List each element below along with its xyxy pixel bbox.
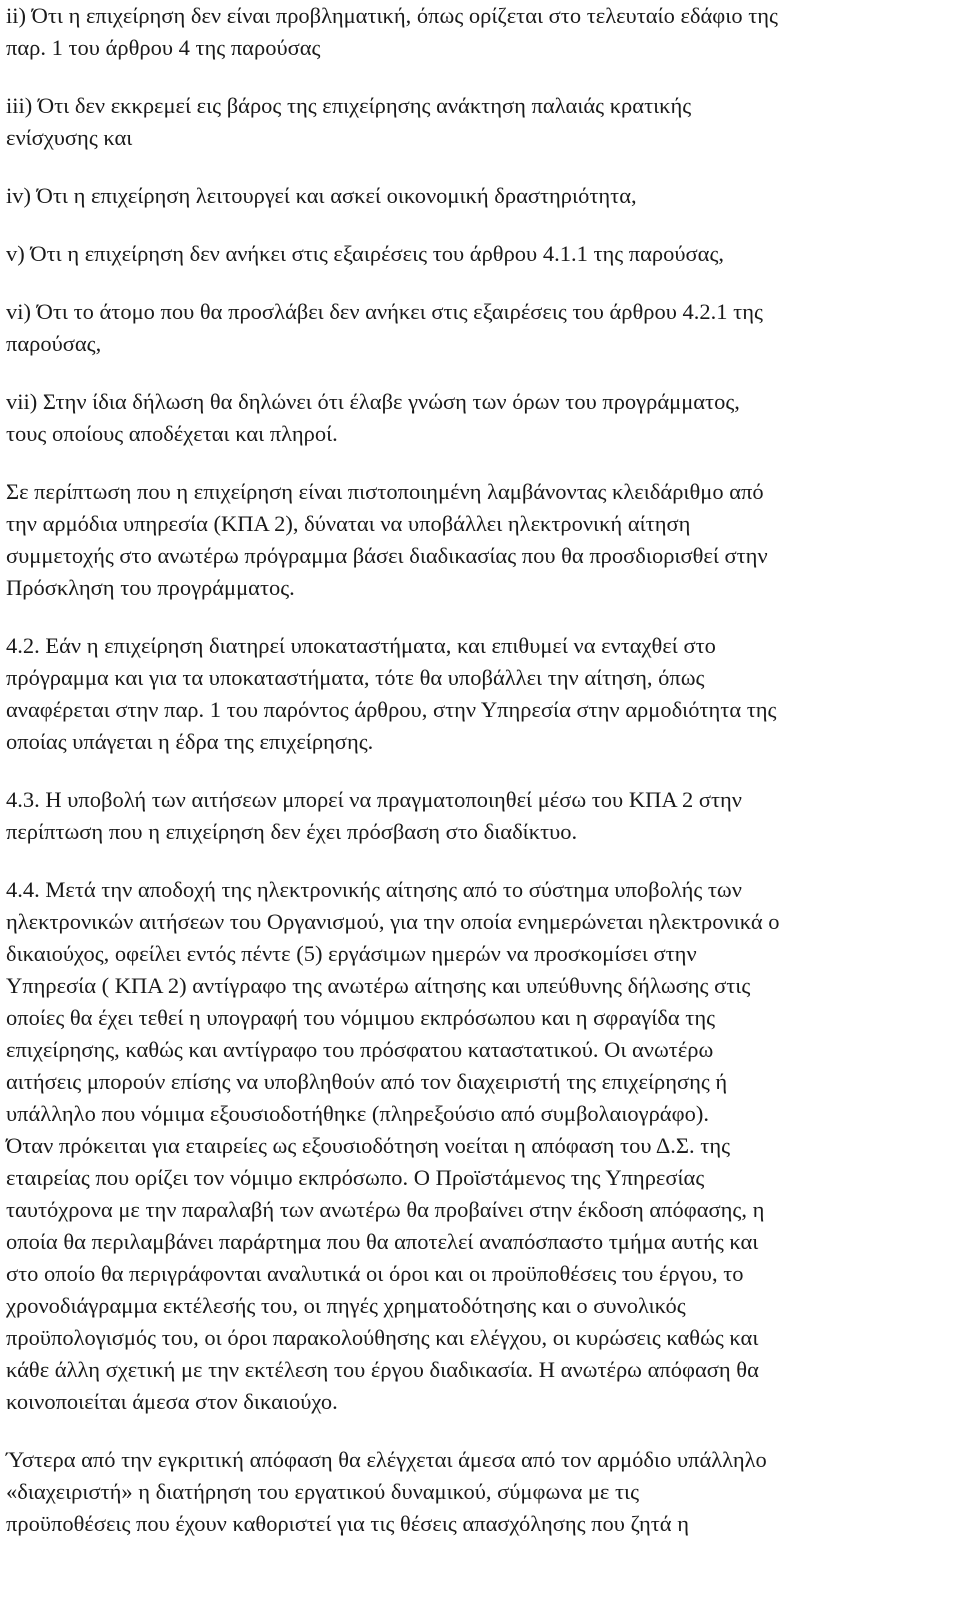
- text-line: επιχείρησης, καθώς και αντίγραφο του πρόσφατου καταστατικού. Οι ανωτέρω: [6, 1037, 714, 1062]
- text-line: πρόγραμμα και για τα υποκαταστήματα, τότε θα υποβάλλει την αίτηση, όπως: [6, 665, 705, 690]
- text-line: περίπτωση που η επιχείρηση δεν έχει πρόσβαση στο διαδίκτυο.: [6, 819, 578, 844]
- text-line: vi) Ότι το άτομο που θα προσλάβει δεν ανήκει στις εξαιρέσεις του άρθρου 4.2.1 της: [6, 299, 763, 324]
- article-4-3: [6, 784, 950, 848]
- article-4-4: [6, 874, 950, 1418]
- text-line: 4.4. Μετά την αποδοχή της ηλεκτρονικής αίτησης από το σύστημα υποβολής των: [6, 877, 742, 902]
- text-line: Ύστερα από την εγκριτική απόφαση θα ελέγχεται άμεσα από τον αρμόδιο υπάλληλο: [6, 1447, 767, 1472]
- certified-enterprise-paragraph: [6, 476, 950, 604]
- text-line: «διαχειριστή» η διατήρηση του εργατικού δυναμικού, σύμφωνα με τις: [6, 1479, 640, 1504]
- text-line: 4.2. Εάν η επιχείρηση διατηρεί υποκαταστήματα, και επιθυμεί να ενταχθεί στο: [6, 633, 716, 658]
- condition-iv: [6, 180, 950, 212]
- text-line: οποίας υπάγεται η έδρα της επιχείρησης.: [6, 729, 374, 754]
- text-line: ενίσχυσης και: [6, 125, 133, 150]
- condition-ii: [6, 0, 950, 64]
- text-line: δικαιούχος, οφείλει εντός πέντε (5) εργάσιμων ημερών να προσκομίσει στην: [6, 941, 697, 966]
- text-line: ταυτόχρονα με την παραλαβή των ανωτέρω θα προβαίνει στην έκδοση απόφασης, η: [6, 1197, 765, 1222]
- text-line: οποία θα περιλαμβάνει παράρτημα που θα αποτελεί αναπόσπαστο τμήμα αυτής και: [6, 1229, 759, 1254]
- condition-v: [6, 238, 950, 270]
- text-line: vii) Στην ίδια δήλωση θα δηλώνει ότι έλαβε γνώση των όρων του προγράμματος,: [6, 389, 740, 414]
- text-line: αναφέρεται στην παρ. 1 του παρόντος άρθρου, στην Υπηρεσία στην αρμοδιότητα της: [6, 697, 777, 722]
- document-page: [6, 0, 950, 1540]
- text-line: Υπηρεσία ( ΚΠΑ 2) αντίγραφο της ανωτέρω αίτησης και υπεύθυνης δήλωσης στις: [6, 973, 751, 998]
- text-line: παρ. 1 του άρθρου 4 της παρούσας: [6, 35, 321, 60]
- text-line: χρονοδιάγραμμα εκτέλεσής του, οι πηγές χρηματοδότησης και ο συνολικός: [6, 1293, 686, 1318]
- article-4-2: [6, 630, 950, 758]
- text-line: υπάλληλο που νόμιμα εξουσιοδοτήθηκε (πληρεξούσιο από συμβολαιογράφο).: [6, 1101, 709, 1126]
- text-line: τους οποίους αποδέχεται και πληροί.: [6, 421, 338, 446]
- condition-vii: [6, 386, 950, 450]
- text-line: στο οποίο θα περιγράφονται αναλυτικά οι όροι και οι προϋποθέσεις του έργου, το: [6, 1261, 744, 1286]
- text-line: οποίες θα έχει τεθεί η υπογραφή του νόμιμου εκπρόσωπου και η σφραγίδα της: [6, 1005, 715, 1030]
- text-line: αιτήσεις μπορούν επίσης να υποβληθούν από τον διαχειριστή της επιχείρησης ή: [6, 1069, 728, 1094]
- condition-vi: [6, 296, 950, 360]
- text-line: συμμετοχής στο ανωτέρω πρόγραμμα βάσει διαδικασίας που θα προσδιορισθεί στην: [6, 543, 768, 568]
- text-line: εταιρείας που ορίζει τον νόμιμο εκπρόσωπο. Ο Προϊστάμενος της Υπηρεσίας: [6, 1165, 705, 1190]
- condition-iii: [6, 90, 950, 154]
- text-line: v) Ότι η επιχείρηση δεν ανήκει στις εξαιρέσεις του άρθρου 4.1.1 της παρούσας,: [6, 241, 725, 266]
- text-line: προϋπολογισμός του, οι όροι παρακολούθησης και ελέγχου, οι κυρώσεις καθώς και: [6, 1325, 759, 1350]
- text-line: ii) Ότι η επιχείρηση δεν είναι προβληματική, όπως ορίζεται στο τελευταίο εδάφιο της: [6, 3, 778, 28]
- text-line: την αρμόδια υπηρεσία (ΚΠΑ 2), δύναται να υποβάλλει ηλεκτρονική αίτηση: [6, 511, 691, 536]
- text-line: iii) Ότι δεν εκκρεμεί εις βάρος της επιχείρησης ανάκτηση παλαιάς κρατικής: [6, 93, 692, 118]
- text-line: Όταν πρόκειται για εταιρείες ως εξουσιοδότηση νοείται η απόφαση του Δ.Σ. της: [6, 1133, 730, 1158]
- after-approval-paragraph: [6, 1444, 950, 1540]
- text-line: κάθε άλλη σχετική με την εκτέλεση του έργου διαδικασία. Η ανωτέρω απόφαση θα: [6, 1357, 759, 1382]
- text-line: κοινοποιείται άμεσα στον δικαιούχο.: [6, 1389, 338, 1414]
- text-line: Σε περίπτωση που η επιχείρηση είναι πιστοποιημένη λαμβάνοντας κλειδάριθμο από: [6, 479, 764, 504]
- text-line: Πρόσκληση του προγράμματος.: [6, 575, 295, 600]
- text-line: 4.3. Η υποβολή των αιτήσεων μπορεί να πραγματοποιηθεί μέσω του ΚΠΑ 2 στην: [6, 787, 742, 812]
- text-line: ηλεκτρονικών αιτήσεων του Οργανισμού, για την οποία ενημερώνεται ηλεκτρονικά ο: [6, 909, 780, 934]
- text-line: προϋποθέσεις που έχουν καθοριστεί για τις θέσεις απασχόλησης που ζητά η: [6, 1511, 689, 1536]
- text-line: iv) Ότι η επιχείρηση λειτουργεί και ασκεί οικονομική δραστηριότητα,: [6, 183, 637, 208]
- text-line: παρούσας,: [6, 331, 102, 356]
